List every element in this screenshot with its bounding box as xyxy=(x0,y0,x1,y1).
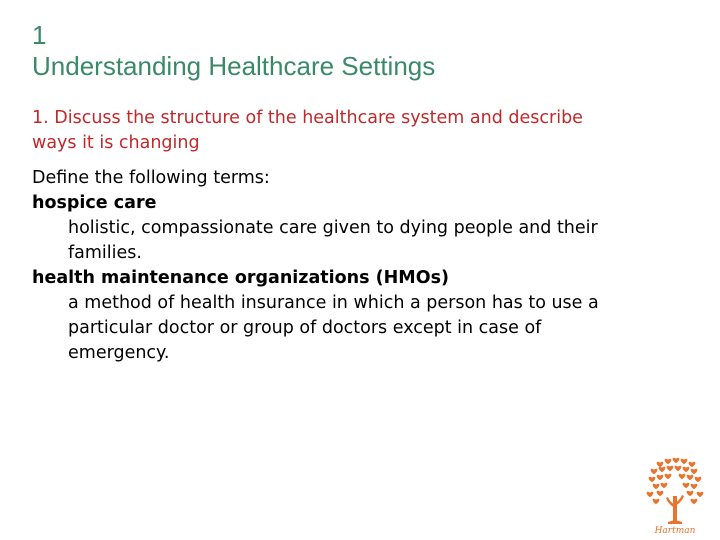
heart-leaf-icon xyxy=(691,469,698,474)
heart-leaf-icon xyxy=(691,484,698,489)
heart-leaf-icon xyxy=(665,459,672,464)
heart-leaf-icon xyxy=(679,474,686,479)
heart-leaf-icon xyxy=(647,492,654,497)
learning-objective xyxy=(32,106,692,156)
heart-leaf-icon xyxy=(683,483,690,488)
terms-content xyxy=(32,166,692,366)
heart-leaf-icon xyxy=(687,491,694,496)
hartman-logo xyxy=(638,456,712,536)
heart-leaf-icon xyxy=(653,499,660,504)
heart-leaf-icon xyxy=(649,477,656,482)
chapter-title: Understanding Healthcare Settings xyxy=(32,51,436,81)
heart-leaf-icon xyxy=(695,477,702,482)
heart-leaf-icon xyxy=(691,499,698,504)
heart-leaf-icon xyxy=(657,475,664,480)
heart-leaf-icon xyxy=(651,469,658,474)
definition-line: a method of health insurance in which a person has to use a xyxy=(68,293,599,313)
objective-line-1: 1. Discuss the structure of the healthcare system and describe xyxy=(32,108,583,128)
logo-text: Hartman xyxy=(654,526,696,536)
heart-tree-icon xyxy=(647,458,704,524)
heart-leaf-icon xyxy=(665,474,672,479)
heart-leaf-icon xyxy=(687,475,694,480)
definition-line: particular doctor or group of doctors except in case of xyxy=(68,318,542,338)
heart-leaf-icon xyxy=(673,458,680,463)
heart-leaf-icon xyxy=(697,492,704,497)
chapter-heading xyxy=(32,20,435,82)
heart-leaf-icon xyxy=(667,466,674,471)
heart-leaf-icon xyxy=(657,462,664,467)
definition-line: holistic, compassionate care given to dying people and their xyxy=(68,218,598,238)
heart-leaf-icon xyxy=(681,459,688,464)
heart-leaf-icon xyxy=(683,467,690,472)
heart-leaf-icon xyxy=(689,462,696,467)
heart-leaf-icon xyxy=(657,491,664,496)
chapter-number: 1 xyxy=(32,20,47,50)
term-hmos: health maintenance organizations (HMOs) xyxy=(32,268,449,288)
objective-line-2: ways it is changing xyxy=(32,133,200,153)
heart-leaf-icon xyxy=(661,483,668,488)
heart-leaf-icon xyxy=(675,466,682,471)
definition-line: families. xyxy=(68,243,142,263)
heart-leaf-icon xyxy=(659,467,666,472)
definition-line: emergency. xyxy=(68,343,170,363)
intro-text: Define the following terms: xyxy=(32,168,270,188)
heart-leaf-icon xyxy=(653,484,660,489)
term-hospice-care: hospice care xyxy=(32,193,157,213)
